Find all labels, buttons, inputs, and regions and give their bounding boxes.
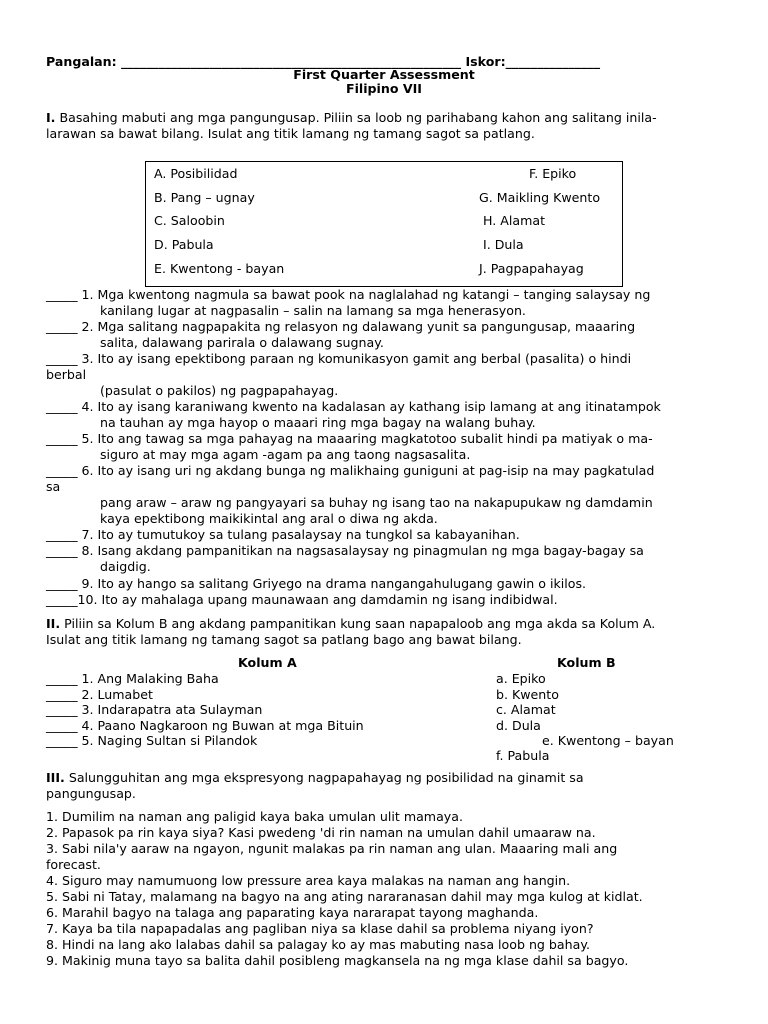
part3-item-1: 1. Dumilim na naman ang paligid kaya baka umulan ulit mamaya. bbox=[46, 809, 463, 824]
column-b-item-b: b. Kwento bbox=[496, 687, 559, 702]
part1-item-3-wrap: berbal bbox=[46, 367, 87, 382]
part1-numeral: I. bbox=[46, 110, 56, 125]
choice-b: B. Pang – ugnay bbox=[154, 190, 255, 205]
part3-instruction-line2: pangungusap. bbox=[46, 786, 136, 801]
part3-instruction bbox=[46, 770, 726, 802]
column-a-item-4: _____ 4. Paano Nagkaroon ng Buwan at mga Bituin bbox=[46, 718, 364, 733]
choice-i: I. Dula bbox=[483, 237, 524, 252]
choice-c: C. Saloobin bbox=[154, 213, 225, 228]
part1-instruction-line1: Basahing mabuti ang mga pangungusap. Piliin sa loob ng parihabang kahon ang salitang inila- bbox=[55, 110, 657, 125]
part1-item-5: _____ 5. Ito ang tawag sa mga pahayag na maaaring magkatotoo subalit hindi pa matiyak o ma- bbox=[46, 431, 653, 446]
column-b-item-a: a. Epiko bbox=[496, 671, 546, 686]
column-a-item-3: _____ 3. Indarapatra ata Sulayman bbox=[46, 702, 263, 717]
choice-j: J. Pagpapahayag bbox=[479, 261, 584, 276]
choice-d: D. Pabula bbox=[154, 237, 214, 252]
part3-item-8: 8. Hindi na lang ako lalabas dahil sa palagay ko ay mas mabuting nasa loob ng bahay. bbox=[46, 937, 591, 952]
part3-item-3-wrap: forecast. bbox=[46, 857, 101, 872]
column-a-item-5: _____ 5. Naging Sultan si Pilandok bbox=[46, 733, 258, 748]
part1-item-6-wrap: sa bbox=[46, 479, 61, 494]
choice-e: E. Kwentong - bayan bbox=[154, 261, 285, 276]
part1-item-3: _____ 3. Ito ay isang epektibong paraan ng komunikasyon gamit ang berbal (pasalita) o hindi bbox=[46, 351, 632, 366]
column-b-item-f: f. Pabula bbox=[496, 748, 550, 763]
choice-g: G. Maikling Kwento bbox=[479, 190, 601, 205]
part1-item-1-cont: kanilang lugar at nagpasalin – salin na lamang sa mga henerasyon. bbox=[100, 303, 526, 318]
part3-item-2: 2. Papasok pa rin kaya siya? Kasi pwedeng 'di rin naman na umulan dahil umaaraw na. bbox=[46, 825, 596, 840]
part1-item-4: _____ 4. Ito ay isang karaniwang kwento na kadalasan ay kathang isip lamang at ang itinatampok bbox=[46, 399, 661, 414]
part1-item-9: _____ 9. Ito ay hango sa salitang Griyego na drama nangangahulugang gawin o ikilos. bbox=[46, 576, 587, 591]
part3-item-4: 4. Siguro may namumuong low pressure area kaya malakas na naman ang hangin. bbox=[46, 873, 571, 888]
part1-item-1: _____ 1. Mga kwentong nagmula sa bawat pook na naglalahad ng katangi – tanging salaysay ng bbox=[46, 287, 651, 302]
part1-item-6-cont1: pang araw – araw ng pangyayari sa buhay ng isang tao na nakapupukaw ng damdamin bbox=[100, 495, 653, 510]
part1-item-7: _____ 7. Ito ay tumutukoy sa tulang pasalaysay na tungkol sa kabayanihan. bbox=[46, 527, 520, 542]
part3-list bbox=[46, 809, 736, 969]
column-a-item-2: _____ 2. Lumabet bbox=[46, 687, 153, 702]
name-score-line: Pangalan: ______________________________________________________ Iskor:_______________ bbox=[46, 54, 601, 69]
part3-item-9: 9. Makinig muna tayo sa balita dahil posibleng magkansela na ng mga klase dahil sa bagyo. bbox=[46, 953, 629, 968]
part3-instruction-line1: Salungguhitan ang mga ekspresyong nagpapahayag ng posibilidad na ginamit sa bbox=[64, 770, 584, 785]
part3-item-6: 6. Marahil bagyo na talaga ang paparating kaya nararapat tayong maghanda. bbox=[46, 905, 539, 920]
part2-numeral: II. bbox=[46, 616, 61, 631]
part2-instruction bbox=[46, 616, 726, 648]
column-a-item-1: _____ 1. Ang Malaking Baha bbox=[46, 671, 219, 686]
part1-item-5-cont: siguro at may mga agam -agam pa ang taong nagsasalita. bbox=[100, 447, 471, 462]
part1-item-6: _____ 6. Ito ay isang uri ng akdang bunga ng malikhaing guniguni at pag-isip na may pagkatulad bbox=[46, 463, 655, 478]
choice-f: F. Epiko bbox=[529, 166, 577, 181]
part3-item-5: 5. Sabi ni Tatay, malamang na bagyo na ang ating nararanasan dahil may mga kulog at kidlat. bbox=[46, 889, 643, 904]
choices-box bbox=[145, 161, 623, 287]
part1-item-4-cont: na tauhan ay mga hayop o maaari ring mga bagay na walang buhay. bbox=[100, 415, 536, 430]
part1-item-6-cont2: kaya epektibong maikikintal ang aral o diwa ng akda. bbox=[100, 511, 438, 526]
part1-item-8: _____ 8. Isang akdang pampanitikan na nagsasalaysay ng pinagmulan ng mga bagay-bagay sa bbox=[46, 543, 644, 558]
column-b-header: Kolum B bbox=[557, 655, 616, 670]
choice-a: A. Posibilidad bbox=[154, 166, 238, 181]
choice-h: H. Alamat bbox=[483, 213, 546, 228]
part1-instruction bbox=[46, 110, 726, 142]
part3-item-7: 7. Kaya ba tila napapadalas ang pagliban niya sa klase dahil sa problema niyang iyon? bbox=[46, 921, 594, 936]
part2-instruction-line1: Piliin sa Kolum B ang akdang pampanitikan kung saan napapaloob ang mga akda sa Kolum A. bbox=[60, 616, 656, 631]
part1-item-2-cont: salita, dalawang parirala o dalawang sugnay. bbox=[100, 335, 384, 350]
column-b-item-d: d. Dula bbox=[496, 718, 541, 733]
part3-item-3: 3. Sabi nila'y aaraw na ngayon, ngunit malakas pa rin naman ang ulan. Maaaring mali ang bbox=[46, 841, 618, 856]
part2-instruction-line2: Isulat ang titik lamang ng tamang sagot sa patlang bago ang bawat bilang. bbox=[46, 632, 522, 647]
subject-title: Filipino VII bbox=[345, 81, 422, 96]
part1-item-3-cont: (pasulat o pakilos) ng pagpapahayag. bbox=[100, 383, 339, 398]
part1-item-10: _____10. Ito ay mahalaga upang maunawaan ang damdamin ng isang indibidwal. bbox=[46, 592, 558, 607]
page-title: First Quarter Assessment bbox=[293, 67, 475, 82]
part1-item-8-cont: daigdig. bbox=[100, 559, 151, 574]
column-b-item-e: e. Kwentong – bayan bbox=[542, 733, 674, 748]
part3-numeral: III. bbox=[46, 770, 65, 785]
part1-instruction-line2: larawan sa bawat bilang. Isulat ang titik lamang ng tamang sagot sa patlang. bbox=[46, 126, 535, 141]
column-a-header: Kolum A bbox=[238, 655, 297, 670]
part1-item-2: _____ 2. Mga salitang nagpapakita ng relasyon ng dalawang yunit sa pangungusap, maaaring bbox=[46, 319, 636, 334]
column-b-item-c: c. Alamat bbox=[496, 702, 556, 717]
